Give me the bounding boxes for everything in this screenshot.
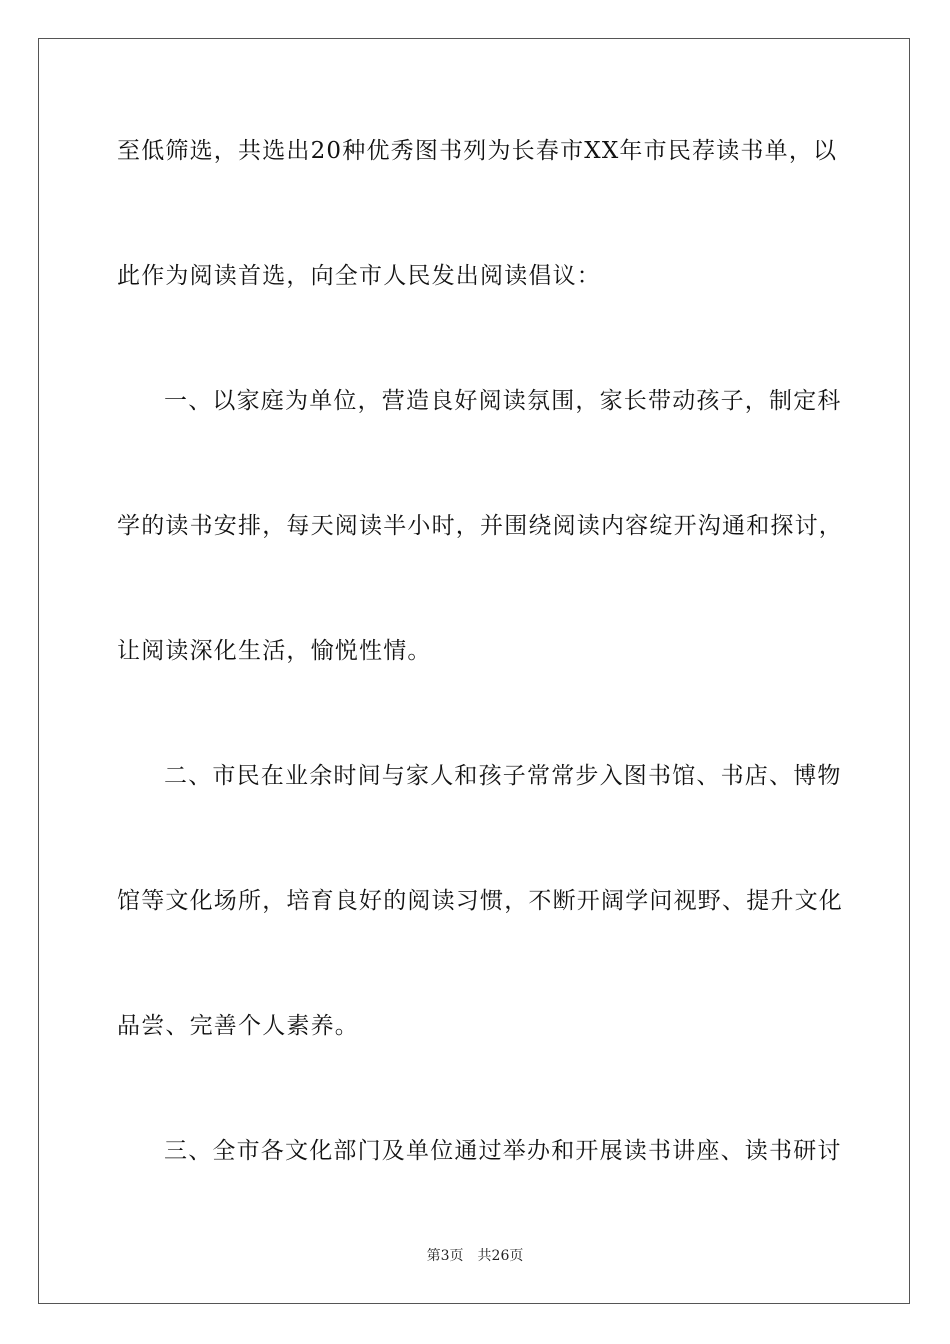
paragraph-1-line-2: 学的读书安排，每天阅读半小时，并围绕阅读内容绽开沟通和探讨， bbox=[117, 513, 843, 539]
page-border bbox=[38, 38, 910, 1304]
paragraph-2-line-2: 馆等文化场所，培育良好的阅读习惯，不断开阔学问视野、提升文化 bbox=[117, 888, 843, 914]
paragraph-1-line-1: 一、以家庭为单位，营造良好阅读氛围，家长带动孩子，制定科 bbox=[164, 388, 842, 414]
body-line-1: 至低筛选，共选出20种优秀图书列为长春市XX年市民荐读书单，以 bbox=[117, 138, 838, 164]
page-number: 第3页 bbox=[426, 1248, 464, 1264]
paragraph-1-line-3: 让阅读深化生活，愉悦性情。 bbox=[117, 638, 432, 664]
paragraph-3-line-1: 三、全市各文化部门及单位通过举办和开展读书讲座、读书研讨 bbox=[164, 1138, 842, 1164]
page-total: 共26页 bbox=[477, 1248, 524, 1264]
page-footer bbox=[0, 1247, 950, 1265]
body-line-2: 此作为阅读首选，向全市人民发出阅读倡议： bbox=[117, 263, 601, 289]
paragraph-2-line-3: 品尝、完善个人素养。 bbox=[117, 1013, 359, 1039]
paragraph-2-line-1: 二、市民在业余时间与家人和孩子常常步入图书馆、书店、博物 bbox=[164, 763, 842, 789]
